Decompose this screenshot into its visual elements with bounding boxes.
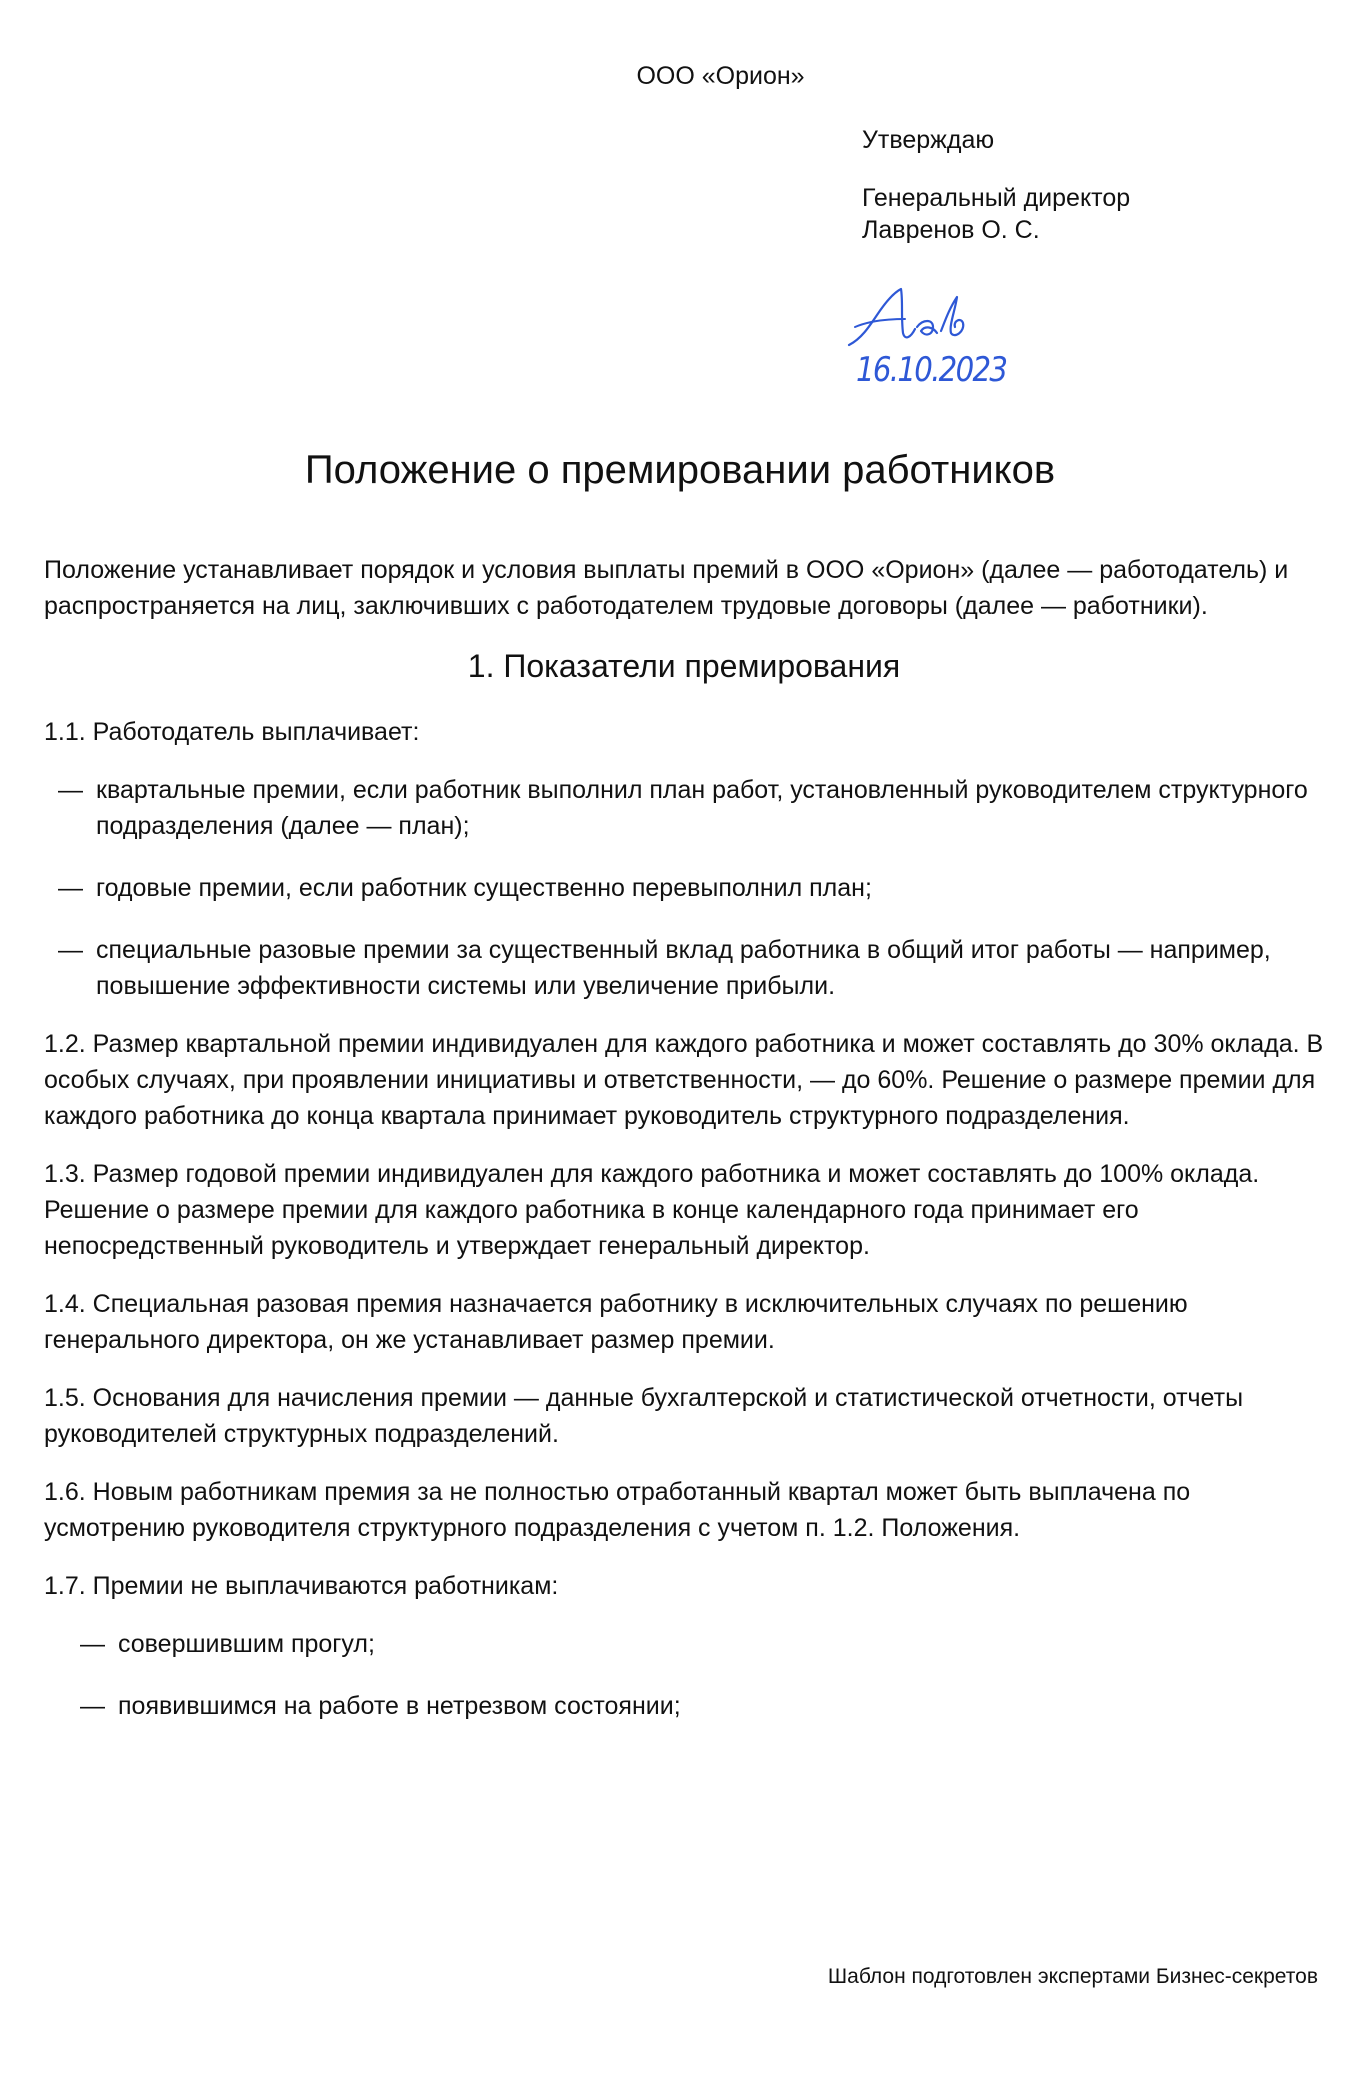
point-1-6: 1.6. Новым работникам премия за не полностью отработанный квартал может быть выплачена по усмотрению руководителя структурного подразделения с учетом п. 1.2. Положения. xyxy=(44,1478,1191,1542)
footer-credit: Шаблон подготовлен экспертами Бизнес-секретов xyxy=(827,1965,1318,1988)
point-1-5: 1.5. Основания для начисления премии — данные бухгалтерской и статистической отчетности, отчеты руководителей структурных подразделений. xyxy=(44,1384,1244,1448)
list-item: — квартальные премии, если работник выполнил план работ, установленный руководителем структурного подразделения (далее — план); xyxy=(44,772,1324,844)
approve-word: Утверждаю xyxy=(862,126,995,154)
list-item: — годовые премии, если работник существенно перевыполнил план; xyxy=(44,870,1324,906)
handwritten-signature xyxy=(845,283,1005,355)
exclusions-list xyxy=(44,1626,1324,1724)
intro-paragraph: Положение устанавливает порядок и условия выплаты премий в ООО «Орион» (далее — работодатель) и распространяется на лиц, заключивших с работодателем трудовые договоры (далее — работники). xyxy=(44,556,1289,620)
approval-block xyxy=(862,124,1130,246)
list-item: — появившимся на работе в нетрезвом состоянии; xyxy=(44,1688,1324,1724)
document-title: Положение о премировании работников xyxy=(304,448,1056,492)
premium-types-list xyxy=(44,772,1324,1004)
point-1-1: 1.1. Работодатель выплачивает: xyxy=(44,718,420,746)
document-body xyxy=(44,552,1324,1746)
organization-name: ООО «Орион» xyxy=(636,62,805,90)
point-1-4: 1.4. Специальная разовая премия назначается работнику в исключительных случаях по решению генерального директора, он же устанавливает размер премии. xyxy=(44,1290,1188,1354)
signature-date: 16.10.2023 xyxy=(856,350,1007,390)
point-1-2: 1.2. Размер квартальной премии индивидуален для каждого работника и может составлять до 30% оклада. В особых случаях, при проявлении инициативы и ответственности, — до 60%. Решение о размере премии для каждого работника до конца квартала принимает руководитель структурного подразделения. xyxy=(44,1030,1324,1130)
list-item: — специальные разовые премии за существенный вклад работника в общий итог работы — например, повышение эффективности системы или увеличение прибыли. xyxy=(44,932,1324,1004)
point-1-3: 1.3. Размер годовой премии индивидуален для каждого работника и может составлять до 100% оклада. Решение о размере премии для каждого работника в конце календарного года принимает его непосредственный руководитель и утверждает генеральный директор. xyxy=(44,1160,1260,1260)
approver-position: Генеральный директор xyxy=(862,184,1131,212)
point-1-7: 1.7. Премии не выплачиваются работникам: xyxy=(44,1572,559,1600)
section-heading: 1. Показатели премирования xyxy=(467,648,901,684)
approver-name: Лавренов О. С. xyxy=(862,216,1040,244)
list-item: — совершившим прогул; xyxy=(44,1626,1324,1662)
